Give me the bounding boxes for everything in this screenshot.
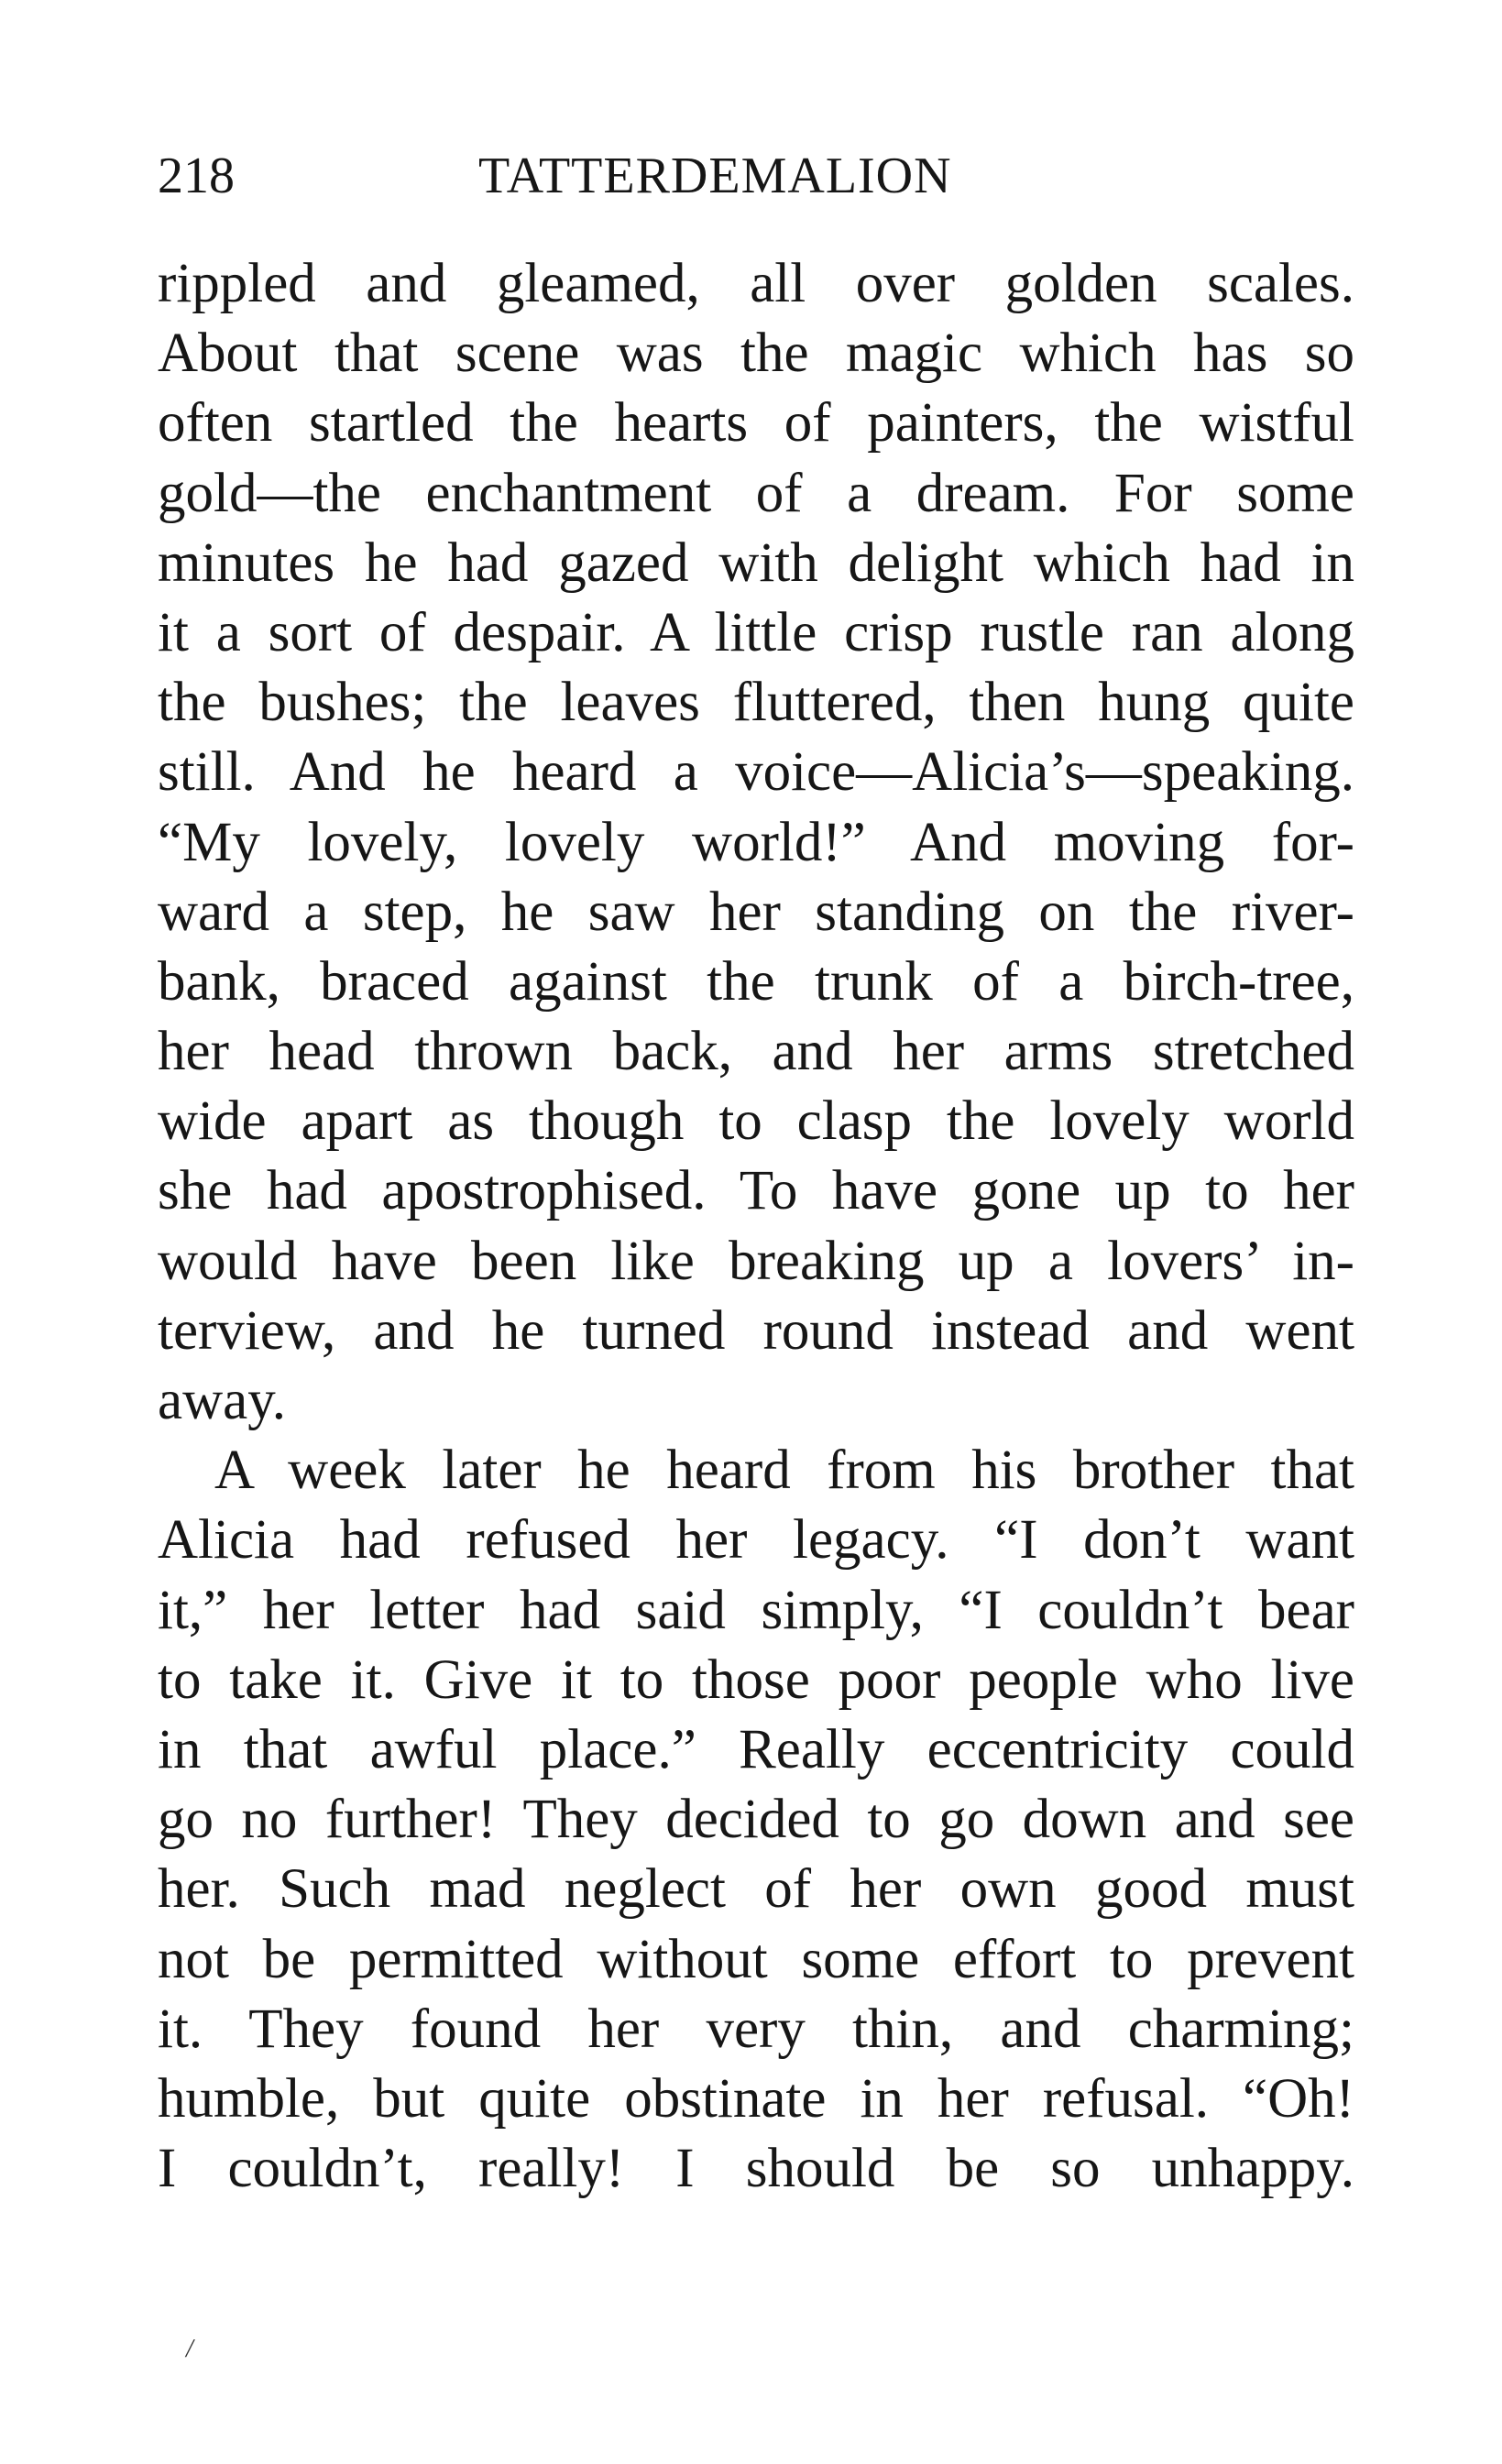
text-line: her head thrown back, and her arms stretched [158,1021,1354,1083]
text-line: away. [158,1370,286,1431]
text-line: wide apart as though to clasp the lovely world [158,1090,1354,1153]
text-line: humble, but quite obstinate in her refusal. “Oh! [158,2067,1354,2130]
text-line: still. And he heard a voice—Alicia’s—speaking. [158,741,1354,804]
text-line: would have been like breaking up a lovers’ in- [158,1230,1354,1292]
text-line: go no further! They decided to go down and see [158,1789,1354,1851]
text-line: minutes he had gazed with delight which had in [158,531,1354,594]
text-line: her. Such mad neglect of her own good must [158,1858,1354,1921]
text-line: ward a step, he saw her standing on the river- [158,881,1354,943]
text-line: to take it. Give it to those poor people who live [158,1648,1354,1711]
text-line: often startled the hearts of painters, the wistful [158,392,1354,454]
text-line: About that scene was the magic which has so [158,323,1354,385]
text-line: gold—the enchantment of a dream. For some [158,462,1354,524]
text-line: bank, braced against the trunk of a birch-tree, [158,950,1354,1013]
running-head [158,139,1354,213]
body-text [158,249,1354,2204]
text-line: in that awful place.” Really eccentricity could [158,1718,1354,1780]
text-line: not be permitted without some effort to prevent [158,1928,1354,1990]
text-line: “My lovely, lovely world!” And moving for- [158,811,1354,873]
text-line: I couldn’t, really! I should be so unhappy. [158,2138,1354,2200]
running-title: TATTERDEMALION [478,148,952,204]
text-line: A week later he heard from his brother that [214,1440,1354,1502]
page-number: 218 [158,148,235,204]
text-line: Alicia had refused her legacy. “I don’t want [158,1509,1354,1571]
text-line: the bushes; the leaves fluttered, then hung quite [158,672,1354,734]
text-line: it. They found her very thin, and charming; [158,1998,1354,2060]
text-line: it a sort of despair. A little crisp rustle ran along [158,601,1354,663]
text-line: it,” her letter had said simply, “I couldn’t bear [158,1579,1354,1641]
stray-mark: / [186,2335,193,2363]
text-line: she had apostrophised. To have gone up to her [158,1160,1354,1222]
text-line: terview, and he turned round instead and went [158,1299,1354,1362]
text-line: rippled and gleamed, all over golden scales. [158,253,1354,314]
